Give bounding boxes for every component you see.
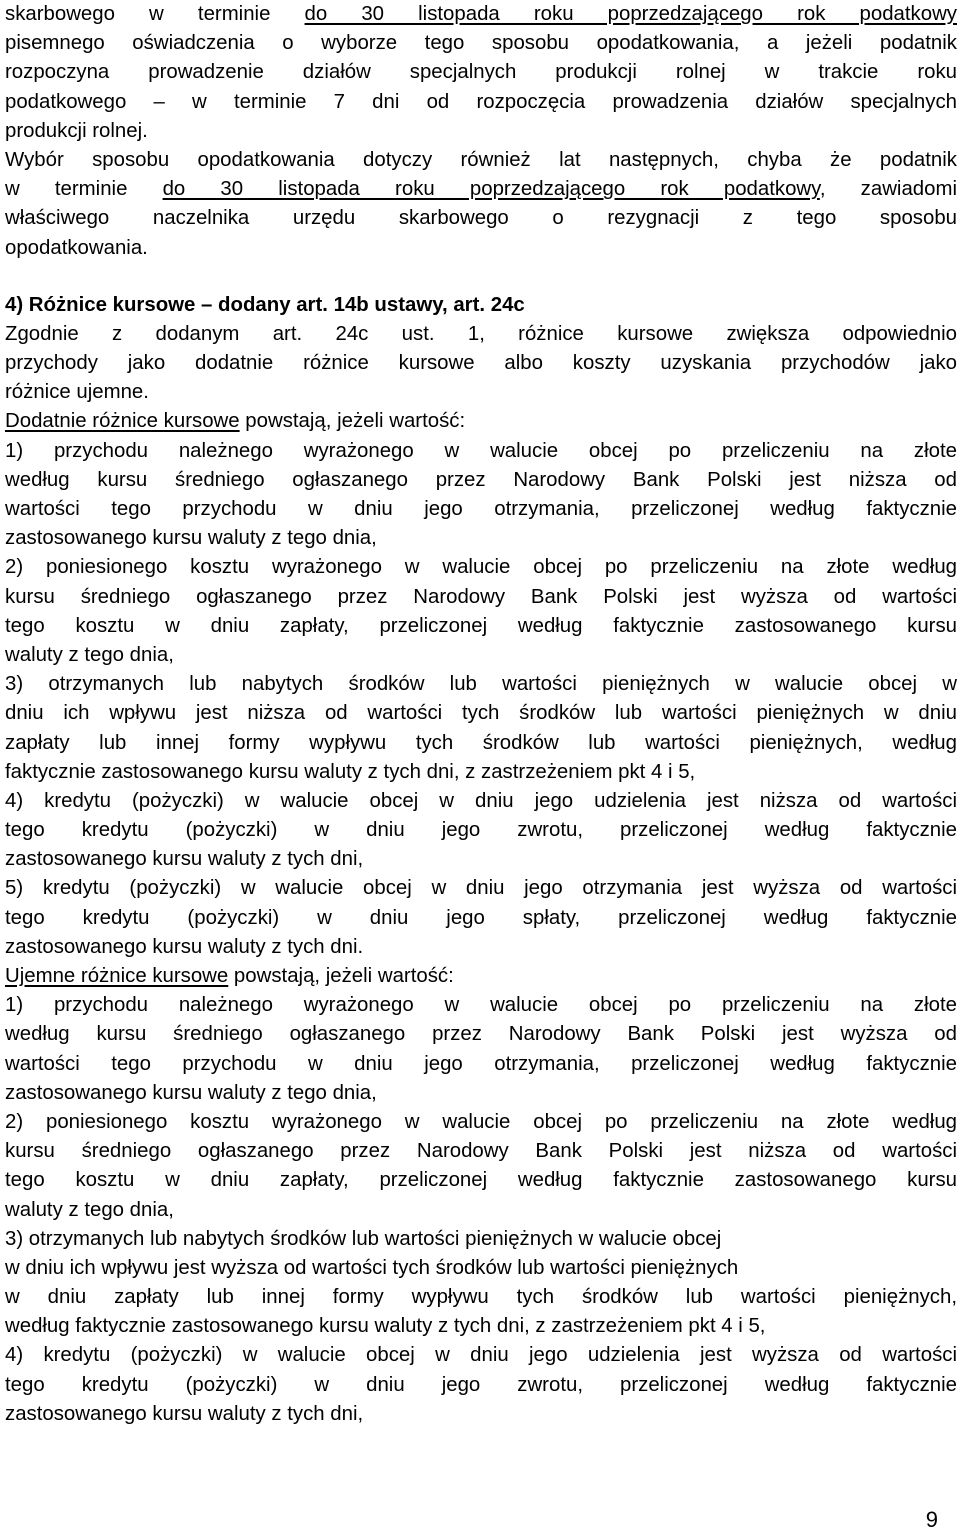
text-line: pisemnego oświadczenia o wyborze tego sposobu opodatkowania, a jeżeli podatnik: [5, 32, 957, 55]
section-heading: 4) Różnice kursowe – dodany art. 14b ustawy, art. 24c: [5, 293, 525, 316]
text-run: powstają, jeżeli wartość:: [239, 410, 466, 433]
text-line: podatkowego – w terminie 7 dni od rozpoczęcia prowadzenia działów specjalnych: [5, 90, 957, 113]
list-item-line: kursu średniego ogłaszanego przez Narodowy Bank Polski jest wyższa od wartości: [5, 585, 957, 608]
list-item-line: zastosowanego kursu waluty z tych dni,: [5, 1402, 364, 1425]
list-item-line: zapłaty lub innej formy wypływu tych środków lub wartości pieniężnych, według: [5, 731, 957, 754]
list-item-line: w dniu zapłaty lub innej formy wypływu tych środków lub wartości pieniężnych,: [5, 1286, 957, 1309]
text-line: Zgodnie z dodanym art. 24c ust. 1, różnice kursowe zwiększa odpowiednio: [5, 322, 957, 345]
list-item-line: zastosowanego kursu waluty z tego dnia,: [5, 1081, 377, 1104]
text-run: w terminie: [5, 178, 163, 201]
list-item-line: waluty z tego dnia,: [5, 643, 174, 666]
underlined-deadline: do 30 listopada roku poprzedzającego rok podatkowy: [304, 3, 957, 25]
list-item-line: zastosowanego kursu waluty z tych dni.: [5, 935, 364, 958]
paragraph-gap: [5, 263, 957, 291]
text-line: rozpoczyna prowadzenie działów specjalnych produkcji rolnej w trakcie roku: [5, 61, 957, 84]
list-item-line: zastosowanego kursu waluty z tego dnia,: [5, 527, 377, 550]
list-item-line: 3) otrzymanych lub nabytych środków lub wartości pieniężnych w walucie obcej: [5, 1227, 722, 1250]
text-line: opodatkowania.: [5, 236, 148, 259]
list-item-line: według kursu średniego ogłaszanego przez Narodowy Bank Polski jest niższa od: [5, 468, 957, 491]
text-line: przychody jako dodatnie różnice kursowe albo koszty uzyskania przychodów jako: [5, 352, 957, 375]
list-item-line: waluty z tego dnia,: [5, 1198, 174, 1221]
list-item-line: tego kredytu (pożyczki) w dniu jego zwrotu, przeliczonej według faktycznie: [5, 1373, 957, 1396]
text-line: właściwego naczelnika urzędu skarbowego o rezygnacji z tego sposobu: [5, 207, 957, 230]
list-item-line: 1) przychodu należnego wyrażonego w walucie obcej po przeliczeniu na złote: [5, 994, 957, 1017]
list-item-line: 5) kredytu (pożyczki) w walucie obcej w dniu jego otrzymania jest wyższa od wartości: [5, 877, 957, 900]
list-item-line: w dniu ich wpływu jest wyższa od wartości tych środków lub wartości pieniężnych: [5, 1256, 739, 1279]
list-item-line: 1) przychodu należnego wyrażonego w walucie obcej po przeliczeniu na złote: [5, 439, 957, 462]
list-item-line: 2) poniesionego kosztu wyrażonego w walucie obcej po przeliczeniu na złote według: [5, 556, 957, 579]
list-item-line: 3) otrzymanych lub nabytych środków lub wartości pieniężnych w walucie obcej w: [5, 673, 957, 696]
list-item-line: faktycznie zastosowanego kursu waluty z tych dni, z zastrzeżeniem pkt 4 i 5,: [5, 760, 696, 783]
positive-heading: Dodatnie różnice kursowe: [5, 410, 240, 433]
list-item-line: tego kredytu (pożyczki) w dniu jego zwrotu, przeliczonej według faktycznie: [5, 819, 957, 842]
text-run: , zawiadomi: [819, 178, 957, 201]
negative-intro: [5, 962, 957, 991]
document-page: [5, 0, 957, 1429]
text-run: skarbowego w terminie: [5, 3, 305, 25]
negative-heading: Ujemne różnice kursowe: [5, 965, 229, 987]
list-item-line: wartości tego przychodu w dniu jego otrzymania, przeliczonej według faktycznie: [5, 498, 957, 520]
list-item-line: zastosowanego kursu waluty z tych dni,: [5, 848, 364, 871]
text-line: [5, 175, 957, 204]
page-number: 9: [925, 1507, 938, 1532]
list-item-line: 2) poniesionego kosztu wyrażonego w walucie obcej po przeliczeniu na złote według: [5, 1110, 957, 1133]
list-item-line: tego kosztu w dniu zapłaty, przeliczonej według faktycznie zastosowanego kursu: [5, 614, 957, 637]
list-item-line: dniu ich wpływu jest niższa od wartości tych środków lub wartości pieniężnych w dniu: [5, 702, 957, 725]
text-run: powstają, jeżeli wartość:: [228, 965, 454, 987]
list-item-line: wartości tego przychodu w dniu jego otrzymania, przeliczonej według faktycznie: [5, 1052, 957, 1075]
text-line: produkcji rolnej.: [5, 119, 148, 142]
positive-intro: [5, 407, 957, 436]
underlined-deadline: do 30 listopada roku poprzedzającego rok podatkowy: [162, 178, 820, 201]
text-line: Wybór sposobu opodatkowania dotyczy również lat następnych, chyba że podatnik: [5, 148, 957, 171]
list-item-line: według faktycznie zastosowanego kursu waluty z tych dni, z zastrzeżeniem pkt 4 i 5,: [5, 1315, 766, 1338]
text-line: różnice ujemne.: [5, 381, 149, 404]
list-item-line: kursu średniego ogłaszanego przez Narodowy Bank Polski jest niższa od wartości: [5, 1140, 957, 1163]
list-item-line: 4) kredytu (pożyczki) w walucie obcej w dniu jego udzielenia jest niższa od wartości: [5, 789, 957, 812]
list-item-line: tego kosztu w dniu zapłaty, przeliczonej według faktycznie zastosowanego kursu: [5, 1169, 957, 1192]
list-item-line: według kursu średniego ogłaszanego przez Narodowy Bank Polski jest wyższa od: [5, 1023, 957, 1046]
list-item-line: 4) kredytu (pożyczki) w walucie obcej w dniu jego udzielenia jest wyższa od wartości: [5, 1344, 957, 1367]
list-item-line: tego kredytu (pożyczki) w dniu jego spłaty, przeliczonej według faktycznie: [5, 906, 957, 929]
text-line: [5, 0, 957, 29]
